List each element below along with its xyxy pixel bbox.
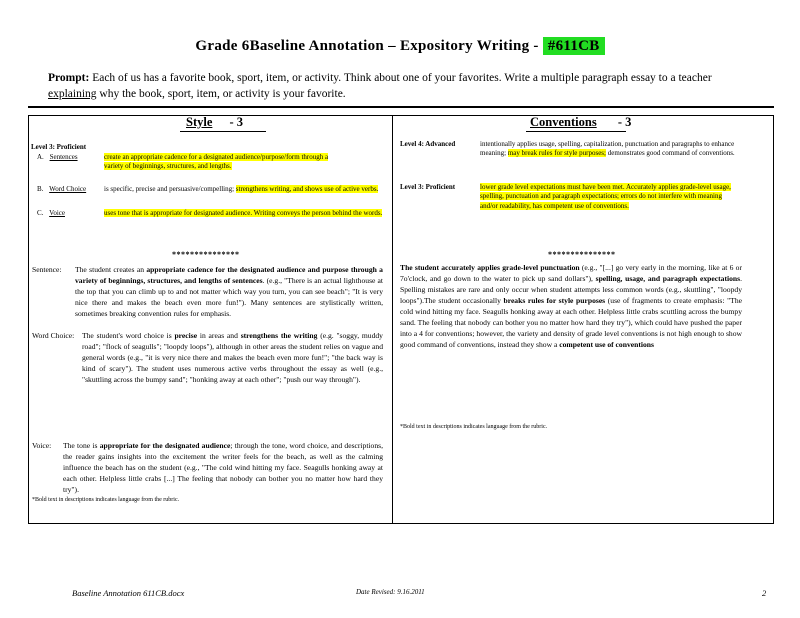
conventions-rubric-note: *Bold text in descriptions indicates language from the rubric. [400, 424, 548, 430]
voice-post: ; through the tone, word choice, and descriptions, the reader gains insights into the excitement the writer feels for the beach, as well as the calming influence the beach has on the student (e.g., "The cold wind hitting my face. Seagulls honking away at each other. Helpless little crabs [...] The feeling that nobody can bother you no matter how hard they try"). [63, 441, 383, 494]
conventions-bold-1: The student accurately applies grade-level punctuation [400, 263, 580, 272]
conventions-score: - 3 [617, 115, 632, 129]
voice-label: Voice: [32, 441, 52, 450]
style-row-c-desc: uses tone that is appropriate for designated audience. Writing conveys the person behind the words. [104, 209, 383, 217]
word-choice-post: (e.g. "soggy, muddy road"; "flock of seagulls"; "loopdy loops"), although in other areas the student relies on vague and general words (e.g., "it is very nice there and makes the beach even more fun!"; "the back way is kind of scary"). The student uses numerous active verbs throughout the essay as well (e.g., "skuttling across the bumpy sand"; "honking away at each other"; "push our way through"). [82, 331, 383, 384]
prompt [48, 70, 748, 102]
style-heading [186, 115, 243, 130]
style-row-c [37, 209, 65, 218]
conventions-text-1: (e.g., "[...] go very early in the morning, like at 6 or 7o'clock, and go down to the water to pick up sand dollars"), [400, 263, 742, 283]
conventions-level3-desc: lower grade level expectations must have been met. Accurately applies grade-level usage, spelling, punctuation and paragraph expectations; errors do not interfere with meaning and/or readability, has competent use of conventions. [480, 183, 731, 210]
prompt-text-2: why the book, sport, item, or activity is your favorite. [99, 88, 346, 100]
style-row-b-text [104, 185, 384, 194]
footer-filename: Baseline Annotation 611CB.docx [72, 588, 185, 598]
sentence-bold: appropriate cadence for the designated audience and purpose through a variety of beginnings, structures, and lengths of sentences [75, 265, 383, 285]
conventions-stars: *************** [548, 250, 616, 259]
conventions-text-3: (use of fragments to create emphasis: "The cold wind hitting my face. Seagulls honking away at each other. Helpless little crabs scuttling across the bumpy sand. The feeling that nobody can bother you no matter how hard they try"), which could have pushed the paper into a 4 for conventions; however, the variety and density of grade level conventions is not high enough to show good command of conventions, instead they show a [400, 296, 742, 349]
conventions-bold-2: spelling, usage, and paragraph expectations [595, 274, 741, 283]
conventions-level4-text [480, 140, 738, 159]
word-choice-commentary [82, 330, 383, 385]
footer-date-revised: Date Revised: 9.16.2011 [356, 588, 425, 596]
sentence-pre: The student creates an [75, 265, 144, 274]
conventions-heading [530, 115, 631, 130]
word-choice-bold: precise [174, 331, 198, 340]
style-row-b [37, 185, 86, 194]
conventions-level3-text [480, 183, 740, 211]
voice-bold: appropriate for the designated audience [99, 441, 231, 450]
style-row-a-text [104, 153, 344, 172]
word-choice-pre: The student's word choice is [82, 331, 172, 340]
sentence-post: . (e.g., "There is an actual lighthouse at the top that you can climb up to and not matter which way you turn, you can see beach"; "It is very nice there and makes the beach even more fun!"). Many sentences are stylistically written, sometimes breaking convention rules for emphasis. [75, 276, 383, 318]
style-row-b-desc: is specific, precise and persuasive/compelling; [104, 185, 235, 193]
style-row-c-label: Voice [49, 209, 65, 217]
conventions-text-2: . Spelling mistakes are rare and only occur when student attempts less common words (e.g., skuttling", "loopdy loops").The student occasionally [400, 274, 742, 305]
conventions-bold-3: breaks rules for style purposes [503, 296, 606, 305]
prompt-text-1: Each of us has a favorite book, sport, item, or activity. Think about one of your favorites. Write a multiple paragraph essay to a teacher [92, 72, 712, 84]
style-row-c-text [104, 209, 384, 218]
style-row-a-letter: A. [37, 153, 44, 161]
style-row-a-label: Sentences [49, 153, 78, 161]
word-choice-label: Word Choice: [32, 331, 75, 340]
voice-commentary [63, 440, 383, 495]
conventions-bold-4: competent use of conventions [559, 340, 654, 349]
style-row-b-letter: B. [37, 185, 44, 193]
prompt-label: Prompt: [48, 72, 90, 84]
title-code-badge: #611CB [543, 37, 605, 55]
top-rule [28, 106, 774, 108]
column-divider [392, 115, 393, 524]
style-row-c-letter: C. [37, 209, 44, 217]
conventions-heading-rule [526, 131, 626, 132]
style-row-a-desc: create an appropriate cadence for a designated audience/purpose/form through a variety of beginnings, structures, and lengths. [104, 153, 329, 171]
conventions-level4-tail: demonstrates good command of conventions. [607, 149, 735, 158]
style-heading-label: Style [186, 115, 213, 129]
style-heading-rule [180, 131, 266, 132]
sentence-commentary [75, 264, 383, 319]
style-rubric-note: *Bold text in descriptions indicates language from the rubric. [32, 497, 180, 503]
title-main: Grade 6Baseline Annotation – Expository Writing - [195, 38, 539, 54]
style-row-b-desc-hl: strengthens writing, and shows use of active verbs. [235, 185, 379, 193]
style-score: - 3 [229, 115, 244, 129]
conventions-level4-desc: intentionally applies usage, spelling, capitalization, punctuation and paragraphs to enhance meaning; [480, 140, 735, 158]
style-level: Level 3: Proficient [31, 143, 87, 151]
footer-page-number: 2 [762, 588, 767, 598]
page-title [0, 38, 800, 55]
style-row-b-label: Word Choice [49, 185, 87, 193]
conventions-heading-label: Conventions [530, 115, 597, 129]
word-choice-bold-2: strengthens the writing [240, 331, 318, 340]
sentence-label: Sentence: [32, 265, 62, 274]
conventions-level4-label: Level 4: Advanced [400, 140, 456, 148]
prompt-underlined: explaining [48, 88, 97, 100]
voice-pre: The tone is [63, 441, 98, 450]
conventions-commentary [400, 262, 742, 350]
word-choice-mid: in areas and [199, 331, 238, 340]
style-stars: *************** [172, 250, 240, 259]
conventions-level4-hl: may break rules for style purposes; [507, 149, 606, 158]
conventions-level3-label: Level 3: Proficient [400, 183, 456, 191]
